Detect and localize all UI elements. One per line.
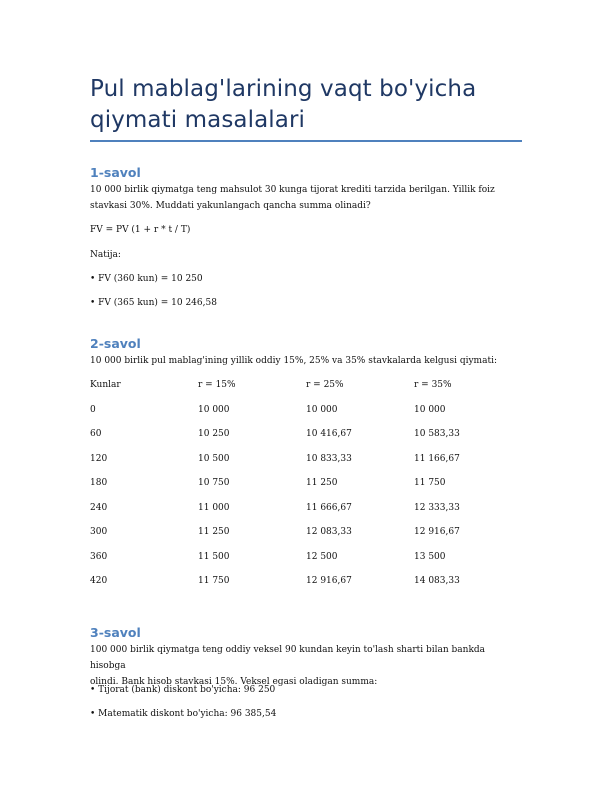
table-cell: 12 916,67: [306, 576, 352, 586]
table-cell: 14 083,33: [414, 576, 460, 586]
table-cell: 10 000: [414, 405, 446, 415]
table-cell: 420: [90, 576, 108, 586]
section-2-heading: 2-savol: [90, 336, 141, 351]
table-cell: 120: [90, 454, 108, 464]
table-cell: 10 416,67: [306, 429, 352, 439]
table-cell: 12 500: [306, 552, 338, 562]
table-cell: 11 666,67: [306, 503, 352, 513]
table-cell: 360: [90, 552, 108, 562]
table-cell: 10 500: [198, 454, 230, 464]
table-cell: 10 250: [198, 429, 230, 439]
section-3-heading: 3-savol: [90, 625, 141, 640]
table-cell: 11 250: [306, 478, 338, 488]
section-2-text: 10 000 birlik pul mablag'ining yillik oddiy 15%, 25% va 35% stavkalarda kelgusi qiymati:: [90, 356, 497, 366]
table-header-cell: Kunlar: [90, 380, 121, 390]
table-cell: 10 750: [198, 478, 230, 488]
page-title: [90, 74, 530, 136]
title-line-2: qiymati masalalari: [90, 107, 306, 133]
table-header-cell: r = 25%: [306, 380, 344, 390]
table-header-cell: r = 15%: [198, 380, 236, 390]
section-1-bullet-2: • FV (365 kun) = 10 246,58: [90, 298, 217, 308]
table-cell: 11 750: [414, 478, 446, 488]
table-cell: 300: [90, 527, 108, 537]
section-3-text-line-1: 100 000 birlik qiymatga teng oddiy veksel 90 kundan keyin to'lash sharti bilan bankda hisobga: [90, 645, 486, 671]
section-3-text-line-2: olindi. Bank hisob stavkasi 15%. Veksel egasi oladigan summa:: [90, 677, 378, 687]
table-cell: 240: [90, 503, 108, 513]
table-cell: 10 833,33: [306, 454, 352, 464]
table-header-cell: r = 35%: [414, 380, 452, 390]
table-cell: 12 083,33: [306, 527, 352, 537]
section-1-heading: 1-savol: [90, 165, 141, 180]
section-1-result-label: Natija:: [90, 250, 121, 260]
section-1-text-line-1: 10 000 birlik qiymatga teng mahsulot 30 kunga tijorat krediti tarzida berilgan. Yillik foiz: [90, 185, 495, 195]
section-3-bullet-1: • Tijorat (bank) diskont bo'yicha: 96 250: [90, 685, 276, 695]
title-line-1: Pul mablag'larining vaqt bo'yicha: [90, 76, 477, 102]
section-1-text: [90, 182, 522, 214]
table-cell: 11 500: [198, 552, 230, 562]
section-1-bullet-1: • FV (360 kun) = 10 250: [90, 274, 203, 284]
table-cell: 11 750: [198, 576, 230, 586]
table-cell: 11 250: [198, 527, 230, 537]
table-cell: 12 916,67: [414, 527, 460, 537]
table-cell: 11 166,67: [414, 454, 460, 464]
table-cell: 10 000: [198, 405, 230, 415]
section-3-bullet-2: • Matematik diskont bo'yicha: 96 385,54: [90, 709, 277, 719]
table-cell: 12 333,33: [414, 503, 460, 513]
table-cell: 60: [90, 429, 102, 439]
section-1-formula: FV = PV (1 + r * t / T): [90, 225, 191, 235]
table-cell: 10 583,33: [414, 429, 460, 439]
title-underline: [90, 140, 522, 142]
table-cell: 11 000: [198, 503, 230, 513]
table-cell: 13 500: [414, 552, 446, 562]
table-cell: 0: [90, 405, 96, 415]
table-cell: 180: [90, 478, 108, 488]
table-cell: 10 000: [306, 405, 338, 415]
section-1-text-line-2: stavkasi 30%. Muddati yakunlangach qancha summa olinadi?: [90, 201, 371, 211]
